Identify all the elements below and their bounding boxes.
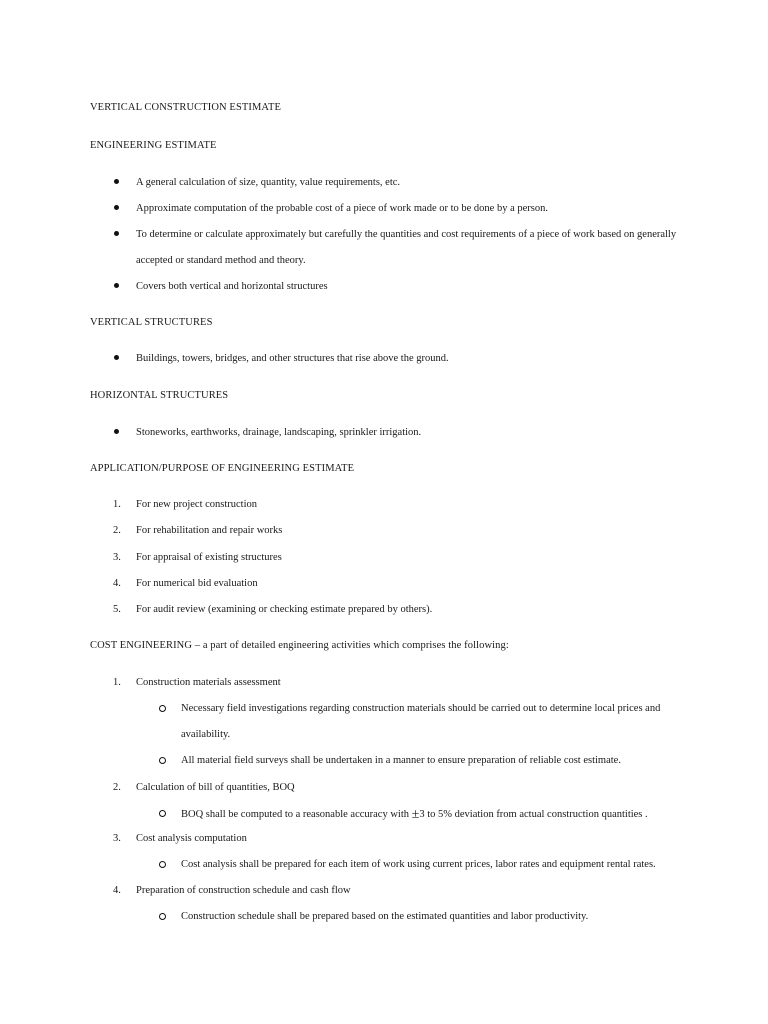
- list-item: For appraisal of existing structures: [136, 552, 282, 563]
- circle-bullet-icon: [159, 810, 166, 817]
- circle-bullet-icon: [159, 913, 166, 920]
- list-item: For numerical bid evaluation: [136, 578, 258, 589]
- bullet-icon: [114, 355, 119, 360]
- sub-list-item: [181, 807, 648, 821]
- list-item: For rehabilitation and repair works: [136, 525, 283, 536]
- section-heading-cost-engineering: COST ENGINEERING – a part of detailed engineering activities which comprises the following:: [90, 640, 509, 651]
- bullet-icon: [114, 205, 119, 210]
- list-number: 1.: [113, 677, 121, 688]
- list-item: To determine or calculate approximately but carefully the quantities and cost requirements of a piece of work based on generally: [136, 229, 677, 240]
- sub-list-item: Construction schedule shall be prepared based on the estimated quantities and labor productivity.: [181, 911, 589, 922]
- list-item-continuation: accepted or standard method and theory.: [136, 255, 306, 266]
- list-item: For new project construction: [136, 499, 258, 510]
- circle-bullet-icon: [159, 861, 166, 868]
- list-item: Approximate computation of the probable cost of a piece of work made or to be done by a person.: [136, 203, 548, 214]
- bullet-icon: [114, 231, 119, 236]
- document-title: VERTICAL CONSTRUCTION ESTIMATE: [90, 102, 281, 113]
- list-number: 5.: [113, 604, 121, 615]
- sub-list-item-continuation: availability.: [181, 729, 231, 740]
- list-item: Calculation of bill of quantities, BOQ: [136, 782, 295, 793]
- bullet-icon: [114, 283, 119, 288]
- list-item: Covers both vertical and horizontal structures: [136, 281, 328, 292]
- section-heading-vertical-structures: VERTICAL STRUCTURES: [90, 317, 213, 328]
- sub-list-item: All material field surveys shall be undertaken in a manner to ensure preparation of reliable cost estimate.: [181, 755, 621, 766]
- section-heading-engineering-estimate: ENGINEERING ESTIMATE: [90, 140, 217, 151]
- sub-list-item-text: BOQ shall be computed to a reasonable accuracy with: [181, 809, 410, 820]
- sub-list-item-text-tail: 3 to 5% deviation from actual construction quantities .: [419, 809, 648, 820]
- list-item: A general calculation of size, quantity, value requirements, etc.: [136, 177, 401, 188]
- list-item: Cost analysis computation: [136, 833, 247, 844]
- sub-list-item: Necessary field investigations regarding construction materials should be carried out to determine local prices and: [181, 703, 661, 714]
- plus-minus-symbol: ±: [411, 807, 420, 822]
- section-heading-horizontal-structures: HORIZONTAL STRUCTURES: [90, 390, 229, 401]
- list-item: For audit review (examining or checking estimate prepared by others).: [136, 604, 433, 615]
- circle-bullet-icon: [159, 705, 166, 712]
- bullet-icon: [114, 429, 119, 434]
- list-item: Construction materials assessment: [136, 677, 281, 688]
- list-number: 3.: [113, 833, 121, 844]
- list-number: 2.: [113, 782, 121, 793]
- bullet-icon: [114, 179, 119, 184]
- list-number: 4.: [113, 578, 121, 589]
- list-number: 4.: [113, 885, 121, 896]
- list-number: 2.: [113, 525, 121, 536]
- list-number: 3.: [113, 552, 121, 563]
- list-item: Preparation of construction schedule and cash flow: [136, 885, 351, 896]
- list-number: 1.: [113, 499, 121, 510]
- circle-bullet-icon: [159, 757, 166, 764]
- list-item: Buildings, towers, bridges, and other structures that rise above the ground.: [136, 353, 449, 364]
- section-heading-application: APPLICATION/PURPOSE OF ENGINEERING ESTIMATE: [90, 463, 355, 474]
- sub-list-item: Cost analysis shall be prepared for each item of work using current prices, labor rates and equipment rental rates.: [181, 859, 656, 870]
- list-item: Stoneworks, earthworks, drainage, landscaping, sprinkler irrigation.: [136, 427, 422, 438]
